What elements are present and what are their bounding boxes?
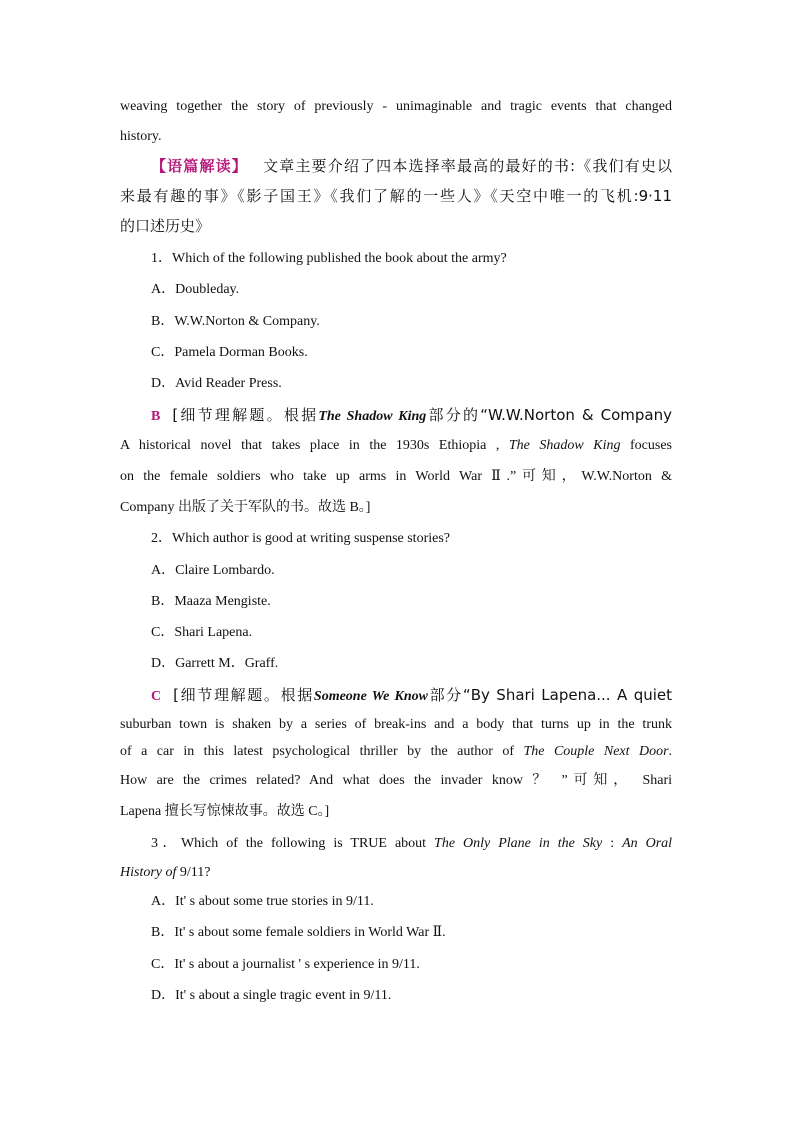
q1-option-c: C．Pamela Dorman Books. xyxy=(151,345,308,360)
q2-option-c: C．Shari Lapena. xyxy=(151,625,253,640)
q1-stem: 1．Which of the following published the book about the army? xyxy=(151,251,507,266)
q3-stem-line-1: 3．Which of the following is TRUE about The Only Plane in the Sky : An Oral xyxy=(151,836,673,851)
analysis-tag: 【语篇解读】 xyxy=(151,157,248,175)
q2-explanation-line-1: C [细节理解题。根据Someone We Know部分“By Shari Lapena... A quiet xyxy=(151,686,672,704)
q3-option-c: C．It' s about a journalist ' s experience in 9/11. xyxy=(151,957,420,972)
q1-answer: B xyxy=(151,409,161,424)
intro-line-2: history. xyxy=(120,129,162,144)
q2-explanation-line-5: Lapena 擅长写惊悚故事。故选 C。] xyxy=(120,804,330,819)
q2-explanation-line-2: suburban town is shaken by a series of break-ins and a body that turns up in the trunk xyxy=(120,717,672,732)
analysis-line-1 xyxy=(151,156,672,176)
q1-option-d: D．Avid Reader Press. xyxy=(151,376,282,391)
q3-stem-line-2: History of 9/11? xyxy=(120,865,211,880)
q1-explanation-line-4: Company 出版了关于军队的书。故选 B。] xyxy=(120,500,371,515)
q3-option-b: B．It' s about some female soldiers in World War Ⅱ. xyxy=(151,925,446,940)
q2-explanation-line-4: How are the crimes related? And what does the invader know ？ ”可知， Shari xyxy=(120,773,672,788)
intro-line-1: weaving together the story of previously - unimaginable and tragic events that changed xyxy=(120,99,672,114)
q2-option-b: B．Maaza Mengiste. xyxy=(151,594,271,609)
q3-option-d: D．It' s about a single tragic event in 9/11. xyxy=(151,988,392,1003)
q1-explanation-line-3: on the female soldiers who take up arms in World War Ⅱ.”可知，W.W.Norton & xyxy=(120,469,672,484)
q1-option-a: A．Doubleday. xyxy=(151,282,240,297)
analysis-line-3: 的口述历史》 xyxy=(120,217,211,235)
q2-stem: 2．Which author is good at writing suspense stories? xyxy=(151,531,451,546)
q1-explanation-line-2: A historical novel that takes place in the 1930s Ethiopia , The Shadow King focuses xyxy=(120,438,672,453)
q3-option-a: A．It' s about some true stories in 9/11. xyxy=(151,894,374,909)
q2-explanation-line-3: of a car in this latest psychological thriller by the author of The Couple Next Door. xyxy=(120,744,673,759)
analysis-text-1: 文章主要介绍了四本选择率最高的最好的书:《我们有史以 xyxy=(261,157,672,175)
q2-option-d: D．Garrett M．Graff. xyxy=(151,656,279,671)
analysis-line-2: 来最有趣的事》《影子国王》《我们了解的一些人》《天空中唯一的飞机:9·11 xyxy=(120,187,672,205)
q2-option-a: A．Claire Lombardo. xyxy=(151,563,275,578)
q1-option-b: B．W.W.Norton & Company. xyxy=(151,314,320,329)
q1-explanation-line-1: B [细节理解题。根据The Shadow King部分的“W.W.Norton & Company xyxy=(151,406,672,424)
q2-answer: C xyxy=(151,689,162,704)
